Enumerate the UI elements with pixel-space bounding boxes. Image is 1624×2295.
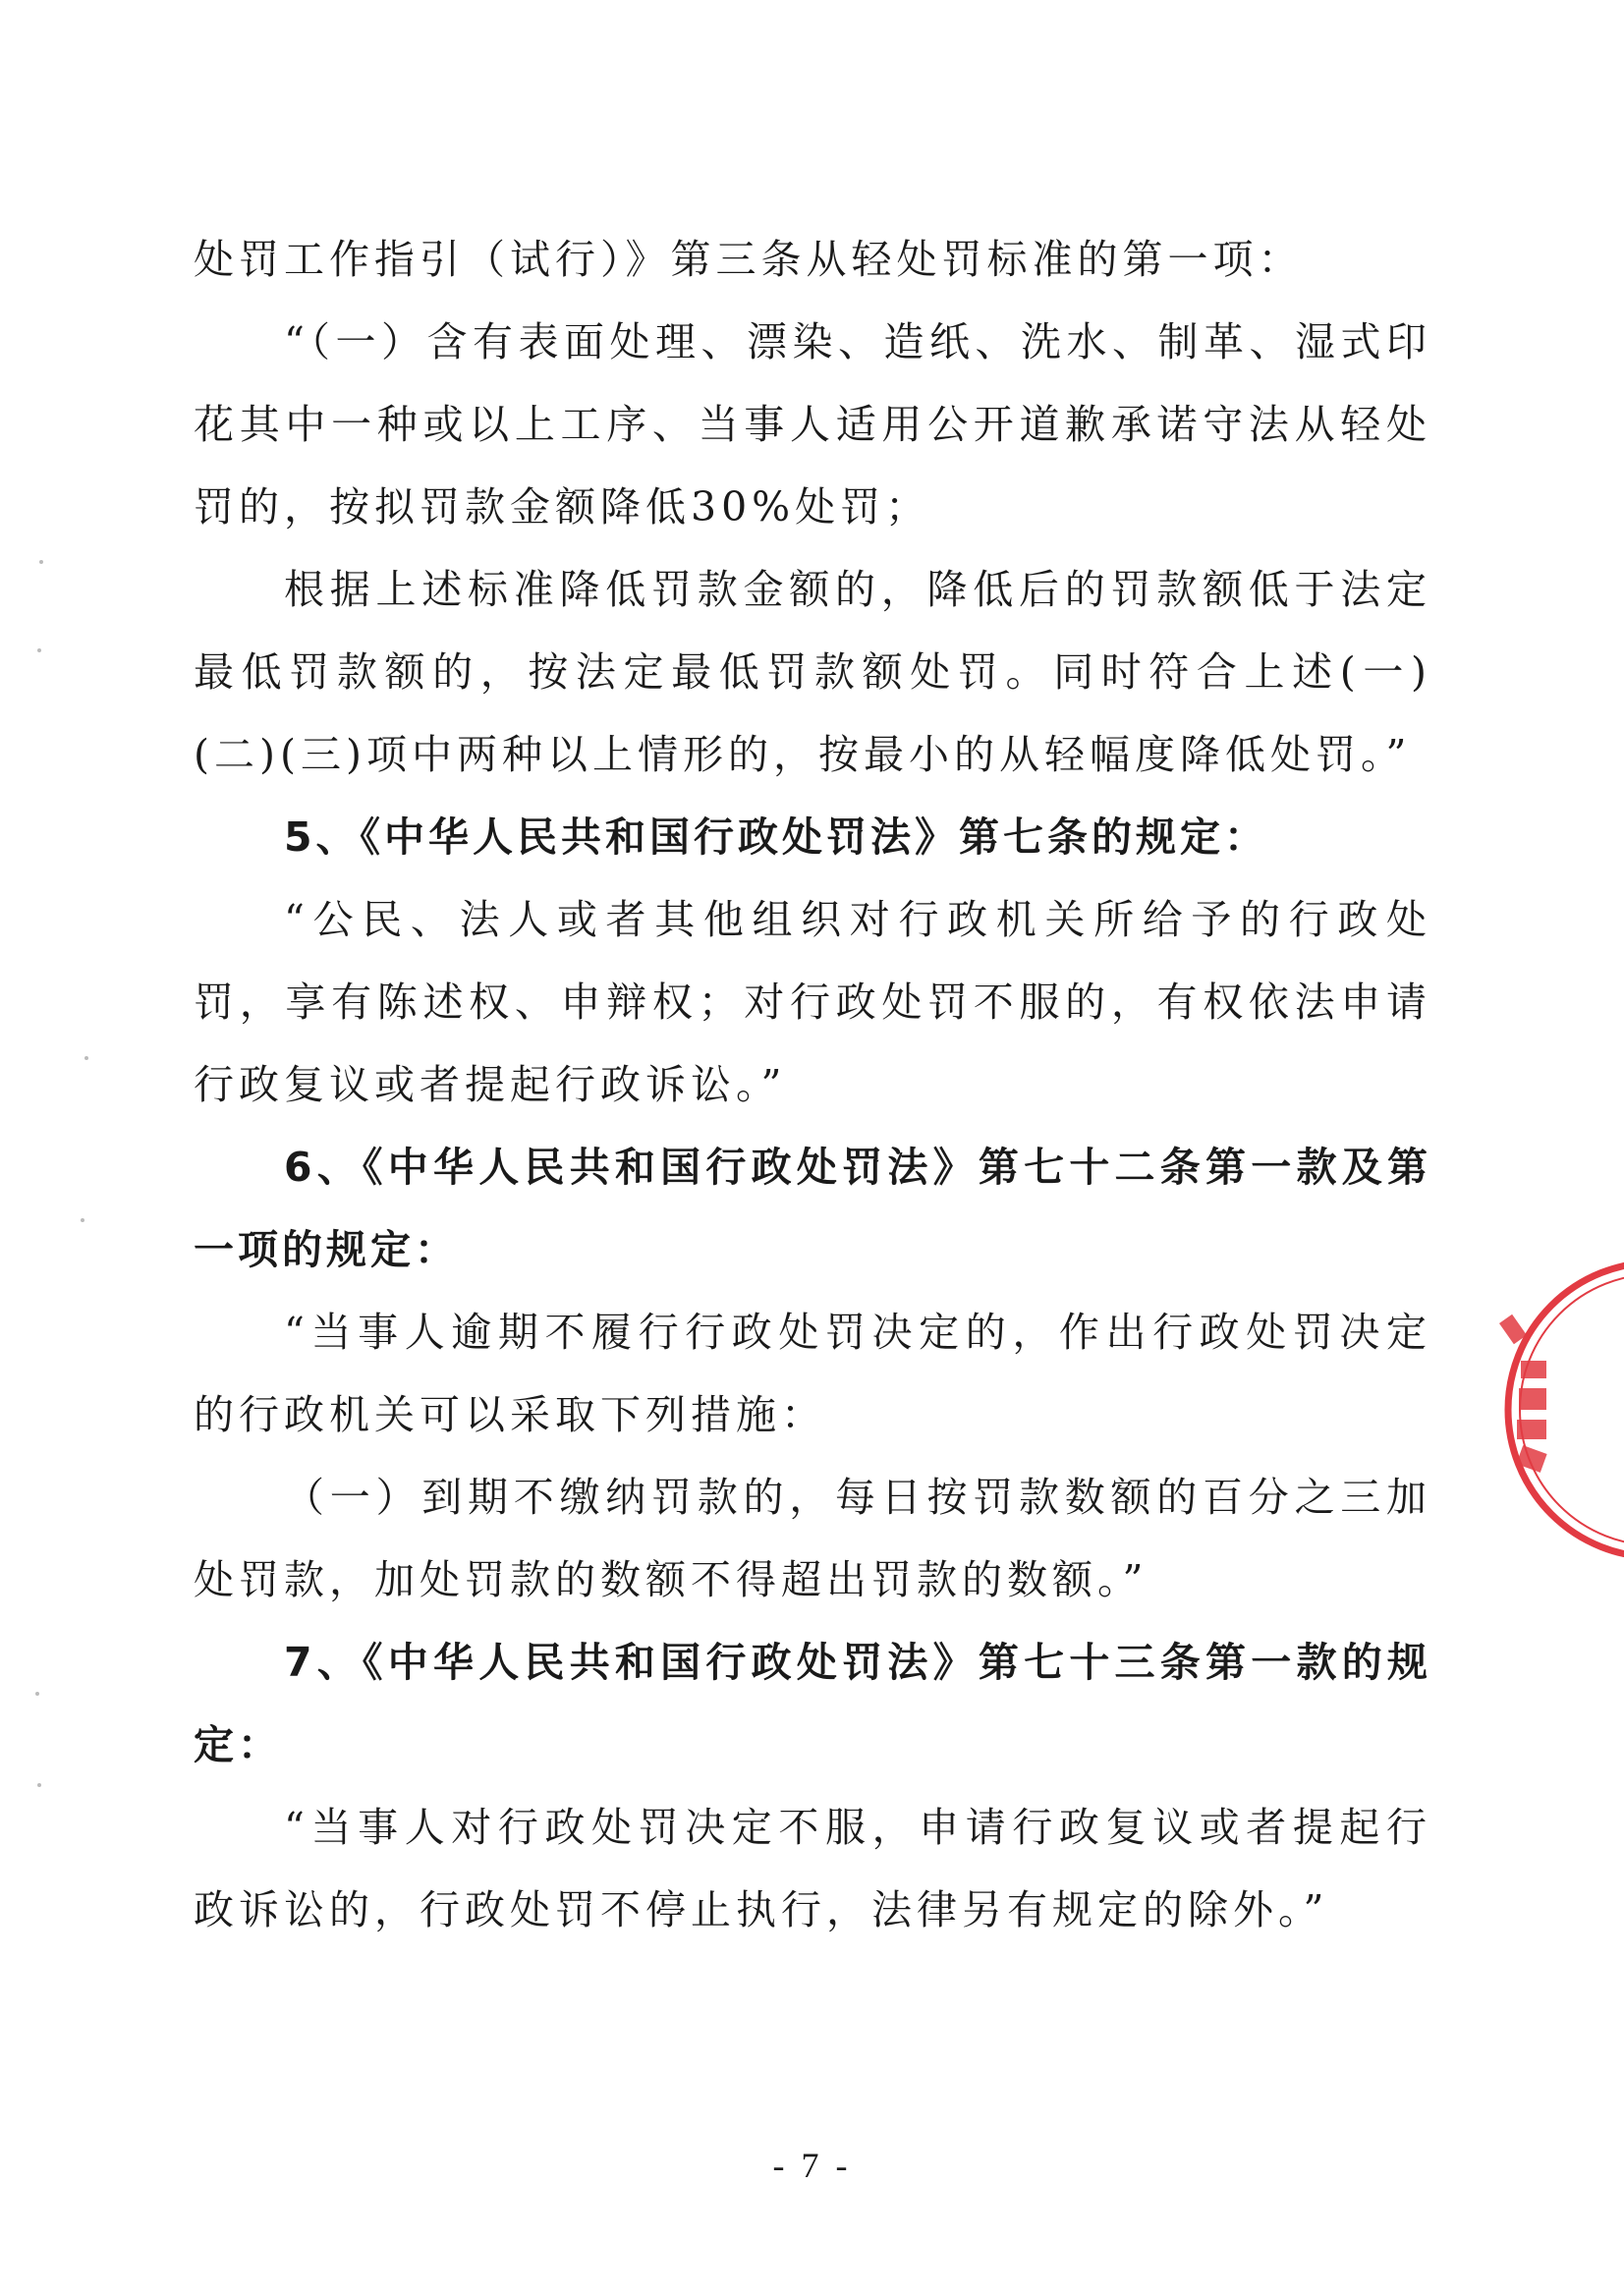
scan-speck: [39, 560, 43, 564]
quote-minimum-fine: 根据上述标准降低罚款金额的，降低后的罚款额低于法定最低罚款额的，按法定最低罚款额处罚。同时符合上述(一)(二)(三)项中两种以上情形的，按最小的从轻幅度降低处罚。”: [194, 566, 1431, 778]
scan-speck: [37, 648, 41, 652]
heading-article-73: 7、《中华人民共和国行政处罚法》第七十三条第一款的规定：: [194, 1639, 1431, 1768]
scan-speck: [84, 1056, 88, 1060]
quote-article-73: “当事人对行政处罚决定不服，申请行政复议或者提起行政诉讼的，行政处罚不停止执行，法律另有规定的除外。”: [194, 1804, 1431, 1933]
heading-article-7: 5、《中华人民共和国行政处罚法》第七条的规定：: [284, 813, 1269, 861]
page-number: - 7 -: [772, 2146, 852, 2185]
scan-speck: [35, 1692, 39, 1696]
heading-article-72: 6、《中华人民共和国行政处罚法》第七十二条第一款及第一项的规定：: [194, 1144, 1431, 1273]
quote-lenient-standard: “（一）含有表面处理、漂染、造纸、洗水、制革、湿式印花其中一种或以上工序、当事人适用公开道歉承诺守法从轻处罚的，按拟罚款金额降低30%处罚；: [194, 318, 1431, 531]
scan-speck: [81, 1218, 84, 1222]
scan-speck: [37, 1783, 41, 1787]
body-text: [194, 218, 1431, 1951]
quote-article-72: “当事人逾期不履行行政处罚决定的，作出行政处罚决定的行政机关可以采取下列措施：: [194, 1309, 1431, 1438]
quote-article-72-item-1: （一）到期不缴纳罚款的，每日按罚款数额的百分之三加处罚款，加处罚款的数额不得超出罚款的数额。”: [194, 1474, 1431, 1603]
paragraph-continuation: 处罚工作指引（试行）》第三条从轻处罚标准的第一项：: [194, 236, 1304, 283]
quote-article-7: “公民、法人或者其他组织对行政机关所给予的行政处罚，享有陈述权、申辩权；对行政处罚不服的，有权依法申请行政复议或者提起行政诉讼。”: [194, 896, 1431, 1108]
official-seal-stamp: [1484, 1262, 1624, 1557]
